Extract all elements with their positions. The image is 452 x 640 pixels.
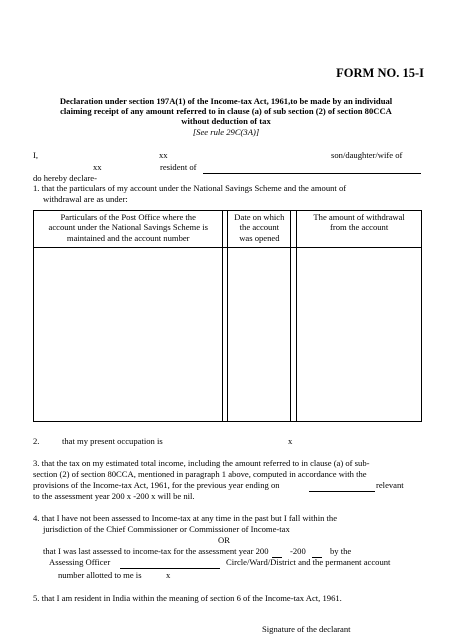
resident-of-label: resident of — [160, 162, 197, 172]
para3-line2: section (2) of section 80CCA, mentioned in paragraph 1 above, computed in accordance with the — [33, 469, 367, 479]
declare-text: do hereby declare- — [33, 173, 97, 183]
para3-line3-a: provisions of the Income-tax Act, 1961, for the previous year ending on — [33, 480, 280, 490]
i-label: I, — [33, 150, 39, 160]
previous-year-field[interactable] — [309, 479, 375, 497]
para5-text: 5. that I am resident in India within the meaning of section 6 of the Income-tax Act, 1961. — [33, 593, 342, 603]
para4-line3-b: -200 — [290, 546, 306, 556]
para1-line2: withdrawal are as under: — [43, 194, 128, 204]
form-heading-line-2: claiming receipt of any amount referred to in clause (a) of sub section (2) of section 80CCA — [60, 106, 392, 116]
table-cell-post-office[interactable] — [34, 248, 223, 422]
pan-value[interactable]: x — [166, 570, 171, 580]
para4-line4-a: Assessing Officer — [49, 557, 111, 567]
para4-line3-c: by the — [330, 546, 352, 556]
para3-line3-b: relevant — [376, 480, 404, 490]
table-header-date-opened: Date on which the account was opened — [228, 211, 291, 248]
para1-line1: 1. that the particulars of my account under the National Savings Scheme and the amount of — [33, 183, 347, 193]
form-heading-line-1: Declaration under section 197A(1) of the Income-tax Act, 1961,to be made by an individual — [59, 96, 393, 106]
para4-line1: 4. that I have not been assessed to Income-tax at any time in the past but I fall within the — [33, 513, 338, 523]
table-header-post-office: Particulars of the Post Office where the account under the National Savings Scheme is maintained and the account number — [34, 211, 223, 248]
address-field[interactable] — [203, 161, 421, 179]
para4-line2: jurisdiction of the Chief Commissioner or Commissioner of Income-tax — [43, 524, 290, 534]
para3-line4: to the assessment year 200 x -200 x will be nil. — [33, 491, 195, 501]
para4-or: OR — [218, 535, 230, 545]
signature-label: Signature of the declarant — [262, 624, 351, 634]
para4-line3-a: that I was last assessed to income-tax for the assessment year 200 — [43, 546, 269, 556]
table-cell-date-opened[interactable] — [228, 248, 291, 422]
para2-number: 2. — [33, 436, 40, 446]
declarant-name-value[interactable]: xx — [159, 150, 168, 160]
form-heading-line-3: without deduction of tax — [181, 116, 271, 126]
para4-line5: number allotted to me is — [58, 570, 142, 580]
para2-text: that my present occupation is — [62, 436, 163, 446]
table-header-withdrawal-amount: The amount of withdrawal from the account — [297, 211, 422, 248]
occupation-value[interactable]: x — [288, 436, 293, 446]
para4-line4-b: Circle/Ward/District and the permanent account — [226, 557, 391, 567]
table-cell-withdrawal-amount[interactable] — [297, 248, 422, 422]
account-particulars-table — [33, 210, 422, 422]
rule-reference: [See rule 29C(3A)] — [192, 127, 260, 137]
form-number: FORM NO. 15-I — [336, 66, 424, 80]
parent-name-value[interactable]: xx — [93, 162, 102, 172]
para3-line1: 3. that the tax on my estimated total income, including the amount referred to in clause (a) of sub- — [33, 458, 370, 468]
relation-label: son/daughter/wife of — [331, 150, 403, 160]
